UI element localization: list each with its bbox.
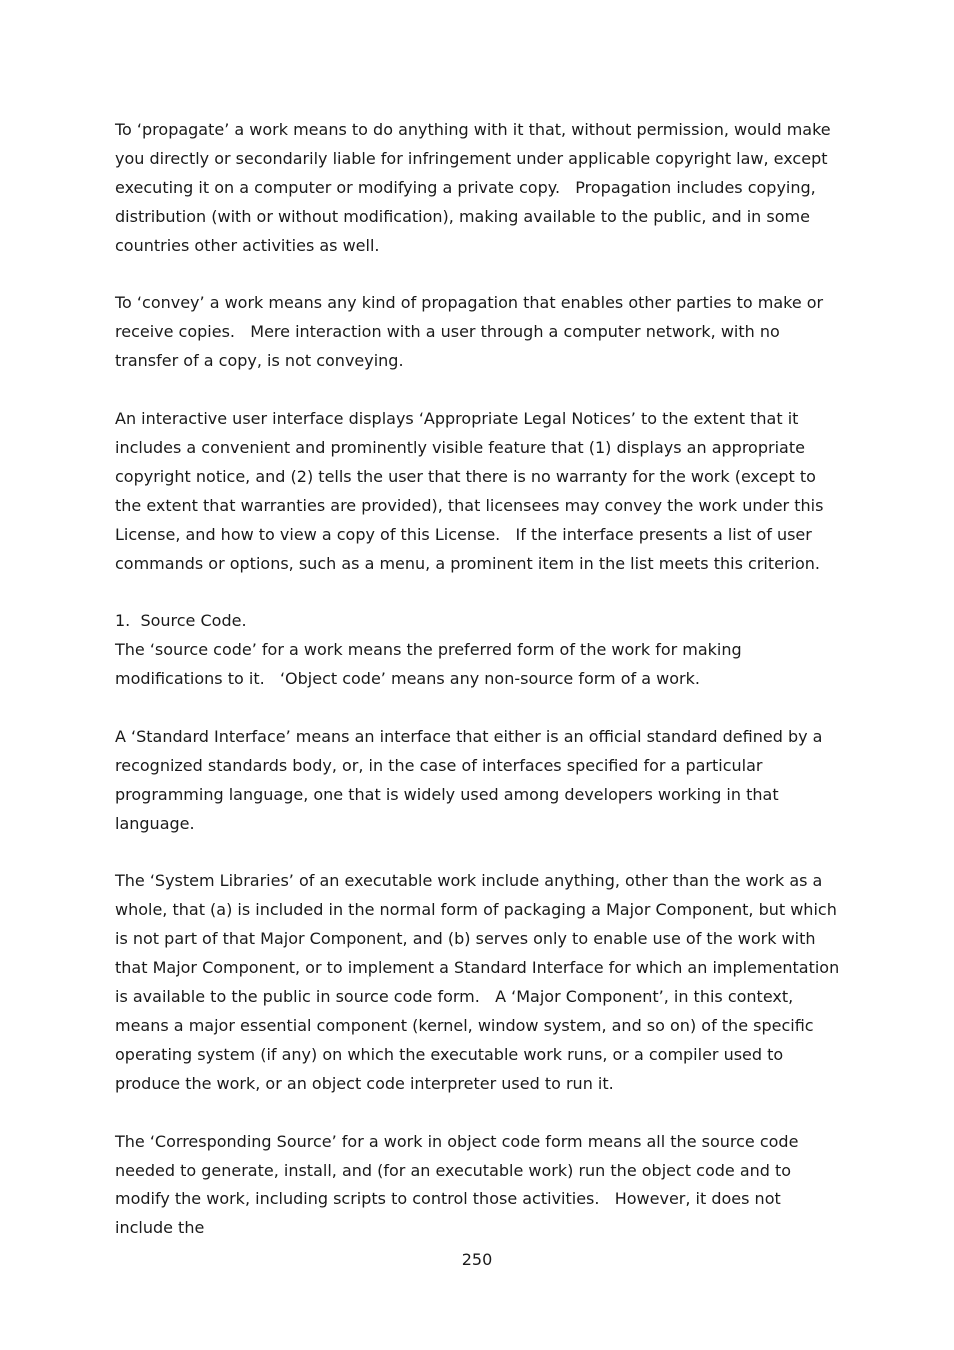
paragraph-source-code: The ‘source code’ for a work means the preferred form of the work for making modifications to it. ‘Object code’ means any non-source form of a work.	[115, 640, 747, 689]
paragraph-convey: To ‘convey’ a work means any kind of propagation that enables other parties to make or receive copies. Mere interaction with a user through a computer network, with no transfer of a copy, is not conveying.	[115, 293, 829, 371]
paragraph-legal-notices: An interactive user interface displays ‘Appropriate Legal Notices’ to the extent that it includes a convenient and prominently visible feature that (1) displays an appropriate copyright notice, and (2) tells the user that there is no warranty for the work (except to the extent that warranties are provided), that licensees may convey the work under this License, and how to view a copy of this License. If the interface presents a list of user commands or options, such as a menu, a prominent item in the list meets this criterion.	[115, 409, 829, 573]
page-body	[115, 116, 845, 1243]
paragraph-system-libraries: The ‘System Libraries’ of an executable work include anything, other than the work as a whole, that (a) is included in the normal form of packaging a Major Component, but which is not part of that Major Component, and (b) serves only to enable use of the work with that Major Component, or to implement a Standard Interface for which an implementation is available to the public in source code form. A ‘Major Component’, in this context, means a major essential component (kernel, window system, and so on) of the specific operating system (if any) on which the executable work runs, or a compiler used to produce the work, or an object code interpreter used to run it.	[115, 871, 845, 1093]
section-heading: 1. Source Code.	[115, 611, 247, 631]
paragraph-standard-interface: A ‘Standard Interface’ means an interface that either is an official standard defined by a recognized standards body, or, in the case of interfaces specified for a particular programming language, one that is widely used among developers working in that language.	[115, 726, 828, 833]
page-number: 250	[461, 1250, 493, 1269]
paragraph-corresponding-source: The ‘Corresponding Source’ for a work in object code form means all the source code needed to generate, install, and (for an executable work) run the object code and to modify the work, including scripts to control those activities. However, it does not include the	[115, 1131, 804, 1238]
paragraph-propagate: To ‘propagate’ a work means to do anything with it that, without permission, would make you directly or secondarily liable for infringement under applicable copyright law, except executing it on a computer or modifying a private copy. Propagation includes copying, distribution (with or without modification), making available to the public, and in some countries other activities as well.	[115, 120, 836, 255]
